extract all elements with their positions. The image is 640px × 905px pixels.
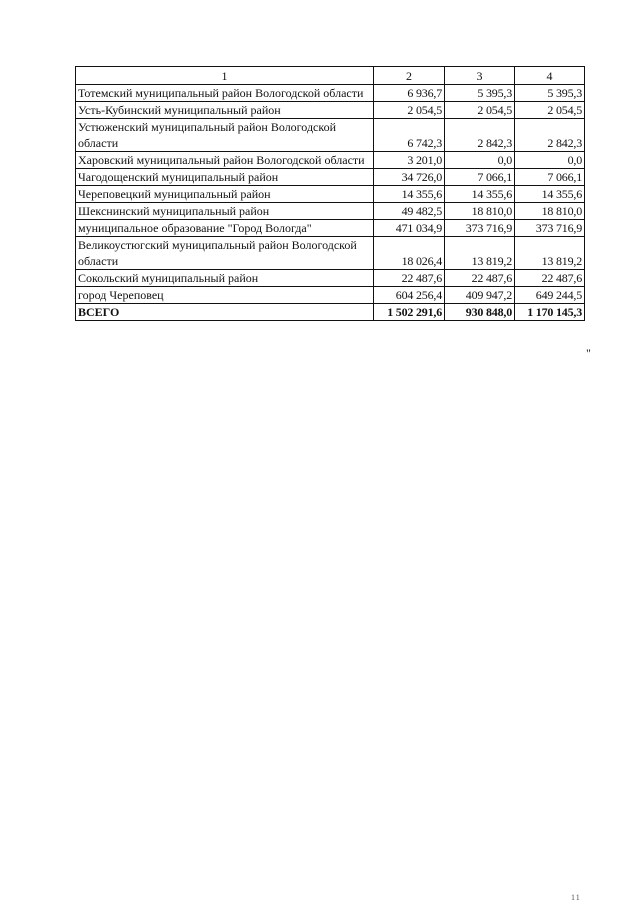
row-value-col3: 7 066,1 <box>445 169 515 186</box>
table-row <box>76 203 585 220</box>
row-name: Великоустюгский муниципальный район Вологодской области <box>76 237 374 270</box>
row-value-col4: 2 842,3 <box>515 119 585 152</box>
row-value-col3: 5 395,3 <box>445 85 515 102</box>
page-number: 11 <box>571 893 581 902</box>
budget-allocation-table <box>75 66 585 321</box>
closing-quote-mark: " <box>586 346 591 360</box>
row-name: Шекснинский муниципальный район <box>76 203 374 220</box>
row-value-col2: 34 726,0 <box>374 169 445 186</box>
column-number-3: 3 <box>445 67 515 85</box>
row-value-col3: 18 810,0 <box>445 203 515 220</box>
row-name: Харовский муниципальный район Вологодской области <box>76 152 374 169</box>
row-value-col2: 471 034,9 <box>374 220 445 237</box>
row-name: Тотемский муниципальный район Вологодской области <box>76 85 374 102</box>
row-value-col4: 0,0 <box>515 152 585 169</box>
row-value-col3: 2 054,5 <box>445 102 515 119</box>
row-value-col4: 373 716,9 <box>515 220 585 237</box>
row-value-col4: 22 487,6 <box>515 270 585 287</box>
total-value-col4: 1 170 145,3 <box>515 304 585 321</box>
row-value-col2: 49 482,5 <box>374 203 445 220</box>
row-value-col2: 18 026,4 <box>374 237 445 270</box>
row-value-col3: 2 842,3 <box>445 119 515 152</box>
row-value-col4: 7 066,1 <box>515 169 585 186</box>
row-value-col4: 5 395,3 <box>515 85 585 102</box>
row-value-col3: 373 716,9 <box>445 220 515 237</box>
table-row <box>76 85 585 102</box>
row-value-col2: 604 256,4 <box>374 287 445 304</box>
row-name: Сокольский муниципальный район <box>76 270 374 287</box>
row-name: Усть-Кубинский муниципальный район <box>76 102 374 119</box>
row-name: Чагодощенский муниципальный район <box>76 169 374 186</box>
row-value-col3: 0,0 <box>445 152 515 169</box>
total-value-col2: 1 502 291,6 <box>374 304 445 321</box>
row-name: Череповецкий муниципальный район <box>76 186 374 203</box>
table-row <box>76 287 585 304</box>
total-value-col3: 930 848,0 <box>445 304 515 321</box>
row-name: Устюженский муниципальный район Вологодской области <box>76 119 374 152</box>
row-value-col2: 3 201,0 <box>374 152 445 169</box>
row-value-col3: 22 487,6 <box>445 270 515 287</box>
row-value-col2: 22 487,6 <box>374 270 445 287</box>
row-value-col4: 18 810,0 <box>515 203 585 220</box>
column-number-2: 2 <box>374 67 445 85</box>
row-value-col3: 13 819,2 <box>445 237 515 270</box>
table-row <box>76 169 585 186</box>
column-number-1: 1 <box>76 67 374 85</box>
row-value-col2: 2 054,5 <box>374 102 445 119</box>
table-row <box>76 270 585 287</box>
table-row <box>76 119 585 152</box>
table-row <box>76 237 585 270</box>
table-header-row <box>76 67 585 85</box>
total-row <box>76 304 585 321</box>
table-row <box>76 186 585 203</box>
total-label: ВСЕГО <box>76 304 374 321</box>
row-value-col4: 13 819,2 <box>515 237 585 270</box>
row-value-col4: 14 355,6 <box>515 186 585 203</box>
row-value-col2: 6 742,3 <box>374 119 445 152</box>
row-value-col3: 14 355,6 <box>445 186 515 203</box>
row-value-col2: 14 355,6 <box>374 186 445 203</box>
row-name: муниципальное образование "Город Вологда" <box>76 220 374 237</box>
row-value-col2: 6 936,7 <box>374 85 445 102</box>
table-row <box>76 220 585 237</box>
row-value-col4: 2 054,5 <box>515 102 585 119</box>
table-row <box>76 152 585 169</box>
table-row <box>76 102 585 119</box>
row-value-col4: 649 244,5 <box>515 287 585 304</box>
column-number-4: 4 <box>515 67 585 85</box>
row-name: город Череповец <box>76 287 374 304</box>
row-value-col3: 409 947,2 <box>445 287 515 304</box>
